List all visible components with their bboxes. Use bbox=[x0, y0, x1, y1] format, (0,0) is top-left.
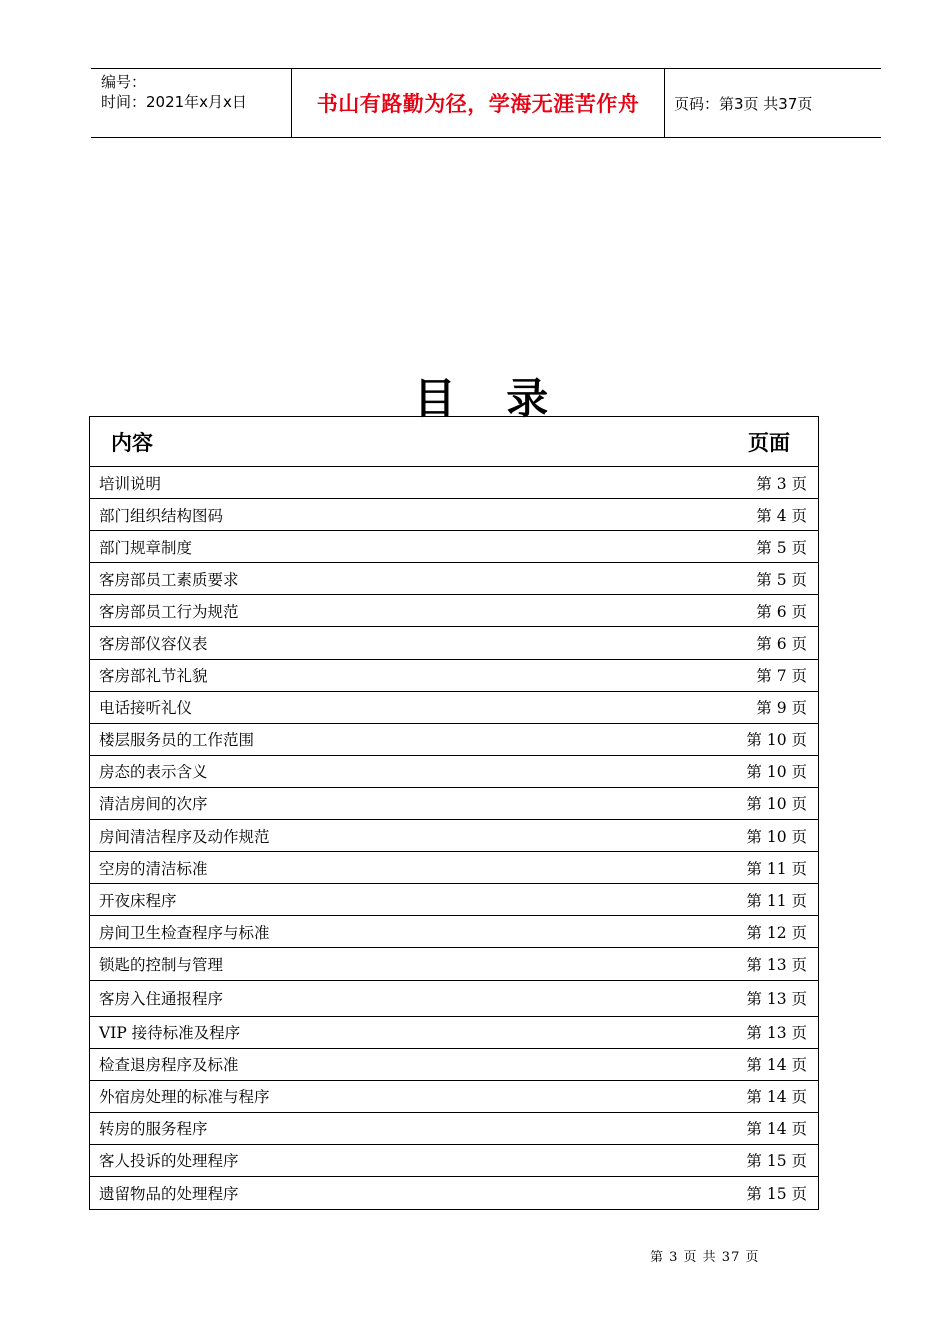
toc-row bbox=[90, 467, 818, 499]
toc-entry-title: 转房的服务程序 bbox=[99, 1120, 208, 1139]
toc-entry-page: 第 7 页 bbox=[756, 667, 807, 686]
toc-entry-page: 第 10 页 bbox=[746, 763, 807, 782]
toc-row bbox=[90, 1145, 818, 1177]
toc-row bbox=[90, 788, 818, 820]
header-page-info: 页码：第3页 共37页 bbox=[674, 94, 813, 113]
toc-entry-page: 第 10 页 bbox=[746, 795, 807, 814]
toc-row bbox=[90, 692, 818, 724]
toc-row bbox=[90, 724, 818, 756]
toc-entry-title: 客房入住通报程序 bbox=[99, 990, 224, 1008]
code-label: 编号： bbox=[101, 73, 147, 91]
toc-entry-title: 部门规章制度 bbox=[99, 538, 193, 557]
toc-row bbox=[90, 1113, 818, 1145]
toc-row bbox=[90, 595, 818, 627]
toc-row bbox=[90, 948, 818, 980]
toc-entry-title: VIP 接待标准及程序 bbox=[99, 1024, 241, 1043]
toc-col-page: 页面 bbox=[748, 430, 790, 455]
toc-row bbox=[90, 660, 818, 692]
toc-table bbox=[89, 416, 819, 1210]
toc-entry-title: 客房部员工行为规范 bbox=[99, 602, 239, 621]
page-header bbox=[91, 68, 881, 138]
toc-entry-page: 第 5 页 bbox=[756, 538, 807, 557]
toc-row bbox=[90, 563, 818, 595]
toc-entry-title: 外宿房处理的标准与程序 bbox=[99, 1088, 270, 1107]
time-label: 时间：2021年x月x日 bbox=[101, 93, 247, 111]
toc-entry-page: 第 10 页 bbox=[746, 731, 807, 750]
toc-entry-title: 客人投诉的处理程序 bbox=[99, 1152, 239, 1171]
toc-entry-page: 第 6 页 bbox=[756, 635, 807, 654]
toc-entry-title: 检查退房程序及标准 bbox=[99, 1056, 239, 1075]
toc-row bbox=[90, 1177, 818, 1209]
toc-entry-title: 清洁房间的次序 bbox=[99, 795, 208, 814]
toc-entry-title: 房间卫生检查程序与标准 bbox=[99, 923, 270, 942]
toc-entry-title: 遗留物品的处理程序 bbox=[99, 1185, 239, 1204]
toc-row bbox=[90, 499, 818, 531]
toc-entry-title: 房间清洁程序及动作规范 bbox=[99, 827, 270, 846]
toc-row bbox=[90, 756, 818, 788]
toc-entry-page: 第 5 页 bbox=[756, 570, 807, 589]
toc-row bbox=[90, 1017, 818, 1049]
toc-entry-page: 第 10 页 bbox=[746, 827, 807, 846]
header-meta bbox=[91, 69, 292, 137]
toc-entry-title: 部门组织结构图码 bbox=[99, 506, 224, 525]
toc-entry-title: 空房的清洁标准 bbox=[99, 859, 208, 878]
toc-row bbox=[90, 531, 818, 563]
toc-entry-title: 开夜床程序 bbox=[99, 891, 177, 910]
toc-entry-title: 客房部员工素质要求 bbox=[99, 570, 239, 589]
toc-row bbox=[90, 820, 818, 852]
toc-entry-page: 第 9 页 bbox=[756, 699, 807, 718]
toc-entry-page: 第 6 页 bbox=[756, 602, 807, 621]
page-footer: 第 3 页 共 37 页 bbox=[650, 1250, 760, 1265]
toc-title: 目 录 bbox=[413, 374, 567, 423]
toc-entry-page: 第 14 页 bbox=[746, 1120, 807, 1139]
toc-entry-title: 锁匙的控制与管理 bbox=[99, 955, 224, 974]
toc-entry-page: 第 11 页 bbox=[746, 859, 807, 878]
toc-entry-page: 第 13 页 bbox=[746, 990, 807, 1008]
header-motto: 书山有路勤为径，学海无涯苦作舟 bbox=[292, 69, 665, 137]
toc-row bbox=[90, 1049, 818, 1081]
toc-row bbox=[90, 627, 818, 659]
toc-col-content: 内容 bbox=[111, 430, 153, 455]
toc-entry-page: 第 13 页 bbox=[746, 955, 807, 974]
toc-entry-page: 第 13 页 bbox=[746, 1024, 807, 1043]
toc-entry-page: 第 4 页 bbox=[756, 506, 807, 525]
toc-rows bbox=[90, 467, 818, 1209]
toc-row bbox=[90, 981, 818, 1017]
toc-entry-page: 第 3 页 bbox=[756, 474, 807, 493]
toc-entry-title: 房态的表示含义 bbox=[99, 763, 208, 782]
toc-entry-page: 第 12 页 bbox=[746, 923, 807, 942]
toc-row bbox=[90, 916, 818, 948]
toc-entry-page: 第 14 页 bbox=[746, 1056, 807, 1075]
toc-entry-title: 楼层服务员的工作范围 bbox=[99, 731, 255, 750]
toc-row bbox=[90, 1081, 818, 1113]
toc-header-row bbox=[90, 417, 818, 467]
toc-row bbox=[90, 884, 818, 916]
toc-entry-title: 培训说明 bbox=[99, 474, 162, 493]
toc-entry-title: 电话接听礼仪 bbox=[99, 699, 193, 718]
toc-entry-title: 客房部仪容仪表 bbox=[99, 635, 208, 654]
toc-entry-title: 客房部礼节礼貌 bbox=[99, 667, 208, 686]
toc-entry-page: 第 15 页 bbox=[746, 1185, 807, 1204]
toc-row bbox=[90, 852, 818, 884]
toc-entry-page: 第 15 页 bbox=[746, 1152, 807, 1171]
toc-entry-page: 第 11 页 bbox=[746, 891, 807, 910]
toc-entry-page: 第 14 页 bbox=[746, 1088, 807, 1107]
